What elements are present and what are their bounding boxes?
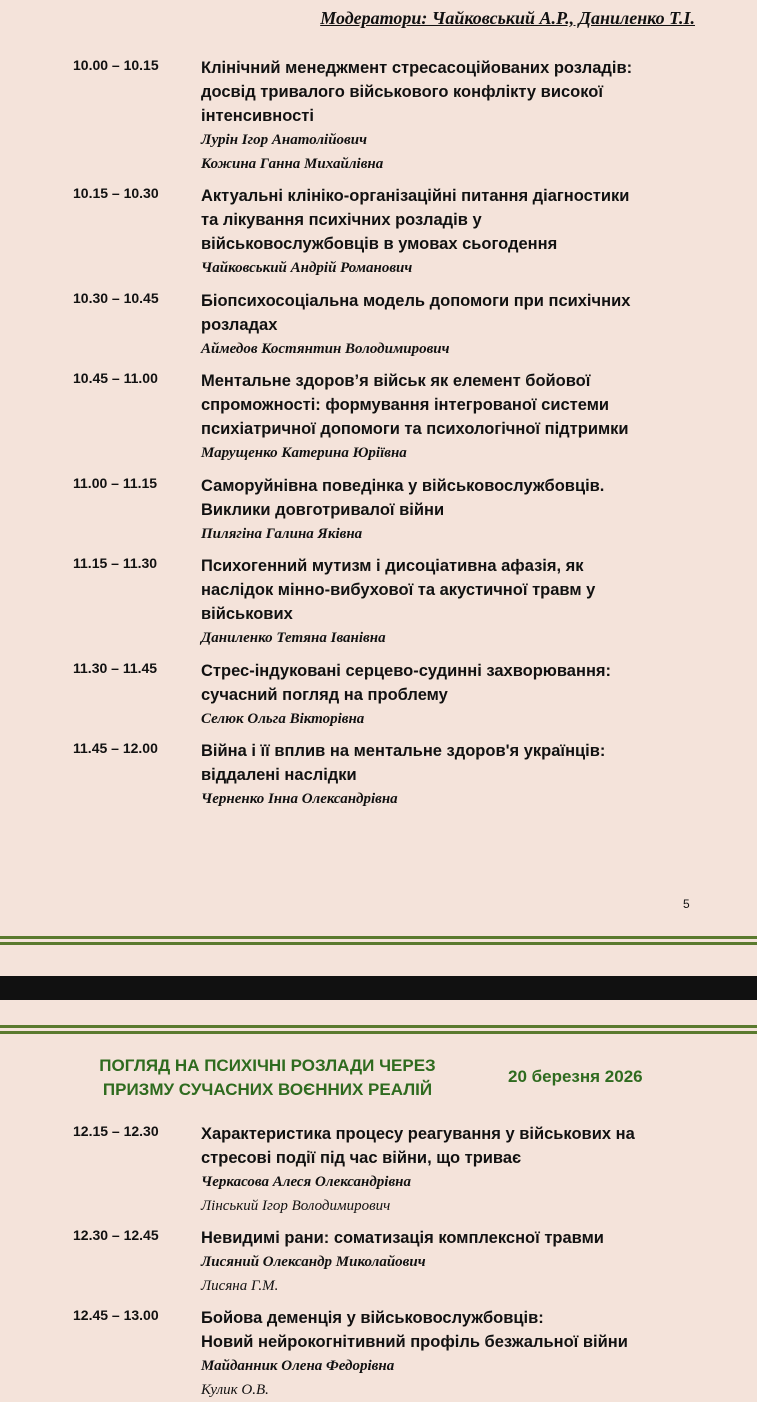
speaker-name: Лінський Ігор Володимирович [201, 1198, 391, 1214]
title-line: Новий нейрокогнітивний профіль безжальної війни [201, 1333, 628, 1351]
program-page-6 [0, 1030, 757, 1400]
speaker-name: Селюк Ольга Вікторівна [201, 711, 365, 727]
title-line: інтенсивності [201, 107, 314, 125]
session-time: 11.45 – 12.00 [73, 740, 158, 756]
session-time: 10.30 – 10.45 [73, 290, 159, 306]
title-line: Невидимі рани: соматизація комплексної травми [201, 1229, 604, 1247]
page-divider-line [0, 942, 757, 945]
session-content [201, 1122, 681, 1218]
title-line: Біопсихосоціальна модель допомоги при психічних [201, 292, 631, 310]
speaker-name: Аймедов Костянтин Володимирович [201, 341, 450, 357]
session-time: 10.00 – 10.15 [73, 57, 159, 73]
title-line: Ментальне здоров’я військ як елемент бойової [201, 372, 591, 390]
title-line: Психогенний мутизм і дисоціативна афазія, як [201, 557, 584, 575]
page-number: 5 [683, 897, 690, 911]
session-title [201, 474, 681, 522]
speaker-name: Марущенко Катерина Юріївна [201, 445, 407, 461]
section-header-title [80, 1054, 455, 1102]
session-content [201, 739, 681, 811]
title-line: Характеристика процесу реагування у військових на [201, 1125, 635, 1143]
title-line: Виклики довготривалої війни [201, 501, 445, 519]
speaker-name: Кожина Ганна Михайлівна [201, 156, 384, 172]
session-title [201, 56, 681, 128]
session-time: 11.00 – 11.15 [73, 475, 158, 491]
speaker-name: Черкасова Алеся Олександрівна [201, 1174, 411, 1190]
speaker-name: Даниленко Тетяна Іванівна [201, 630, 386, 646]
title-line: досвід тривалого військового конфлікту високої [201, 83, 603, 101]
title-line: Актуальні клініко-організаційні питання діагностики [201, 187, 630, 205]
title-line: військовослужбовців в умовах сьогодення [201, 235, 558, 253]
session-content [201, 369, 681, 465]
session-content [201, 659, 681, 731]
title-line: віддалені наслідки [201, 766, 357, 784]
title-line: сучасний погляд на проблему [201, 686, 448, 704]
page-gap-bar [0, 976, 757, 1000]
session-content [201, 289, 681, 361]
title-line: військових [201, 605, 293, 623]
session-time: 10.15 – 10.30 [73, 185, 159, 201]
session-title [201, 659, 681, 707]
speaker-name: Лисяна Г.М. [201, 1278, 279, 1294]
session-content [201, 56, 681, 176]
page-divider-line [0, 936, 757, 939]
session-content [201, 554, 681, 650]
session-title [201, 1226, 681, 1250]
title-line: Клінічний менеджмент стресасоційованих розладів: [201, 59, 633, 77]
speaker-name: Лурін Ігор Анатолійович [201, 132, 367, 148]
session-title [201, 289, 681, 337]
title-line: спроможності: формування інтегрованої системи [201, 396, 610, 414]
speaker-name: Черненко Інна Олександрівна [201, 791, 398, 807]
title-line: Стрес-індуковані серцево-судинні захворювання: [201, 662, 612, 680]
session-title [201, 184, 681, 256]
title-line: психіатричної допомоги та психологічної підтримки [201, 420, 629, 438]
title-line: та лікування психічних розладів у [201, 211, 482, 229]
title-line: розладах [201, 316, 278, 334]
title-line: наслідок мінно-вибухової та акустичної травм у [201, 581, 596, 599]
title-line: Бойова деменція у військовослужбовців: [201, 1309, 544, 1327]
session-content [201, 474, 681, 546]
session-time: 11.15 – 11.30 [73, 555, 158, 571]
session-time: 11.30 – 11.45 [73, 660, 158, 676]
speaker-name: Лисяний Олександр Миколайович [201, 1254, 426, 1270]
session-title [201, 1306, 681, 1354]
session-time: 12.45 – 13.00 [73, 1307, 159, 1323]
header-title-line: ПРИЗМУ СУЧАСНИХ ВОЄННИХ РЕАЛІЙ [102, 1080, 433, 1099]
page-divider-line [0, 1025, 757, 1028]
speaker-name: Майданник Олена Федорівна [201, 1358, 395, 1374]
section-header-date: 20 березня 2026 [508, 1067, 643, 1086]
session-title [201, 1122, 681, 1170]
session-content [201, 1226, 681, 1298]
session-time: 10.45 – 11.00 [73, 370, 158, 386]
title-line: Саморуйнівна поведінка у військовослужбовців. [201, 477, 605, 495]
title-line: Війна і її вплив на ментальне здоров'я українців: [201, 742, 606, 760]
session-time: 12.15 – 12.30 [73, 1123, 159, 1139]
session-content [201, 184, 681, 280]
speaker-name: Чайковський Андрій Романович [201, 260, 413, 276]
speaker-name: Пилягіна Галина Яківна [201, 526, 363, 542]
session-title [201, 554, 681, 626]
header-title-line: ПОГЛЯД НА ПСИХІЧНІ РОЗЛАДИ ЧЕРЕЗ [99, 1056, 436, 1075]
session-title [201, 739, 681, 787]
title-line: стресові події під час війни, що триває [201, 1149, 522, 1167]
speaker-name: Кулик О.В. [201, 1382, 269, 1398]
session-title [201, 369, 681, 441]
session-content [201, 1306, 681, 1402]
moderators-line: Модератори: Чайковський А.Р., Даниленко Т.І. [320, 8, 695, 28]
session-time: 12.30 – 12.45 [73, 1227, 159, 1243]
